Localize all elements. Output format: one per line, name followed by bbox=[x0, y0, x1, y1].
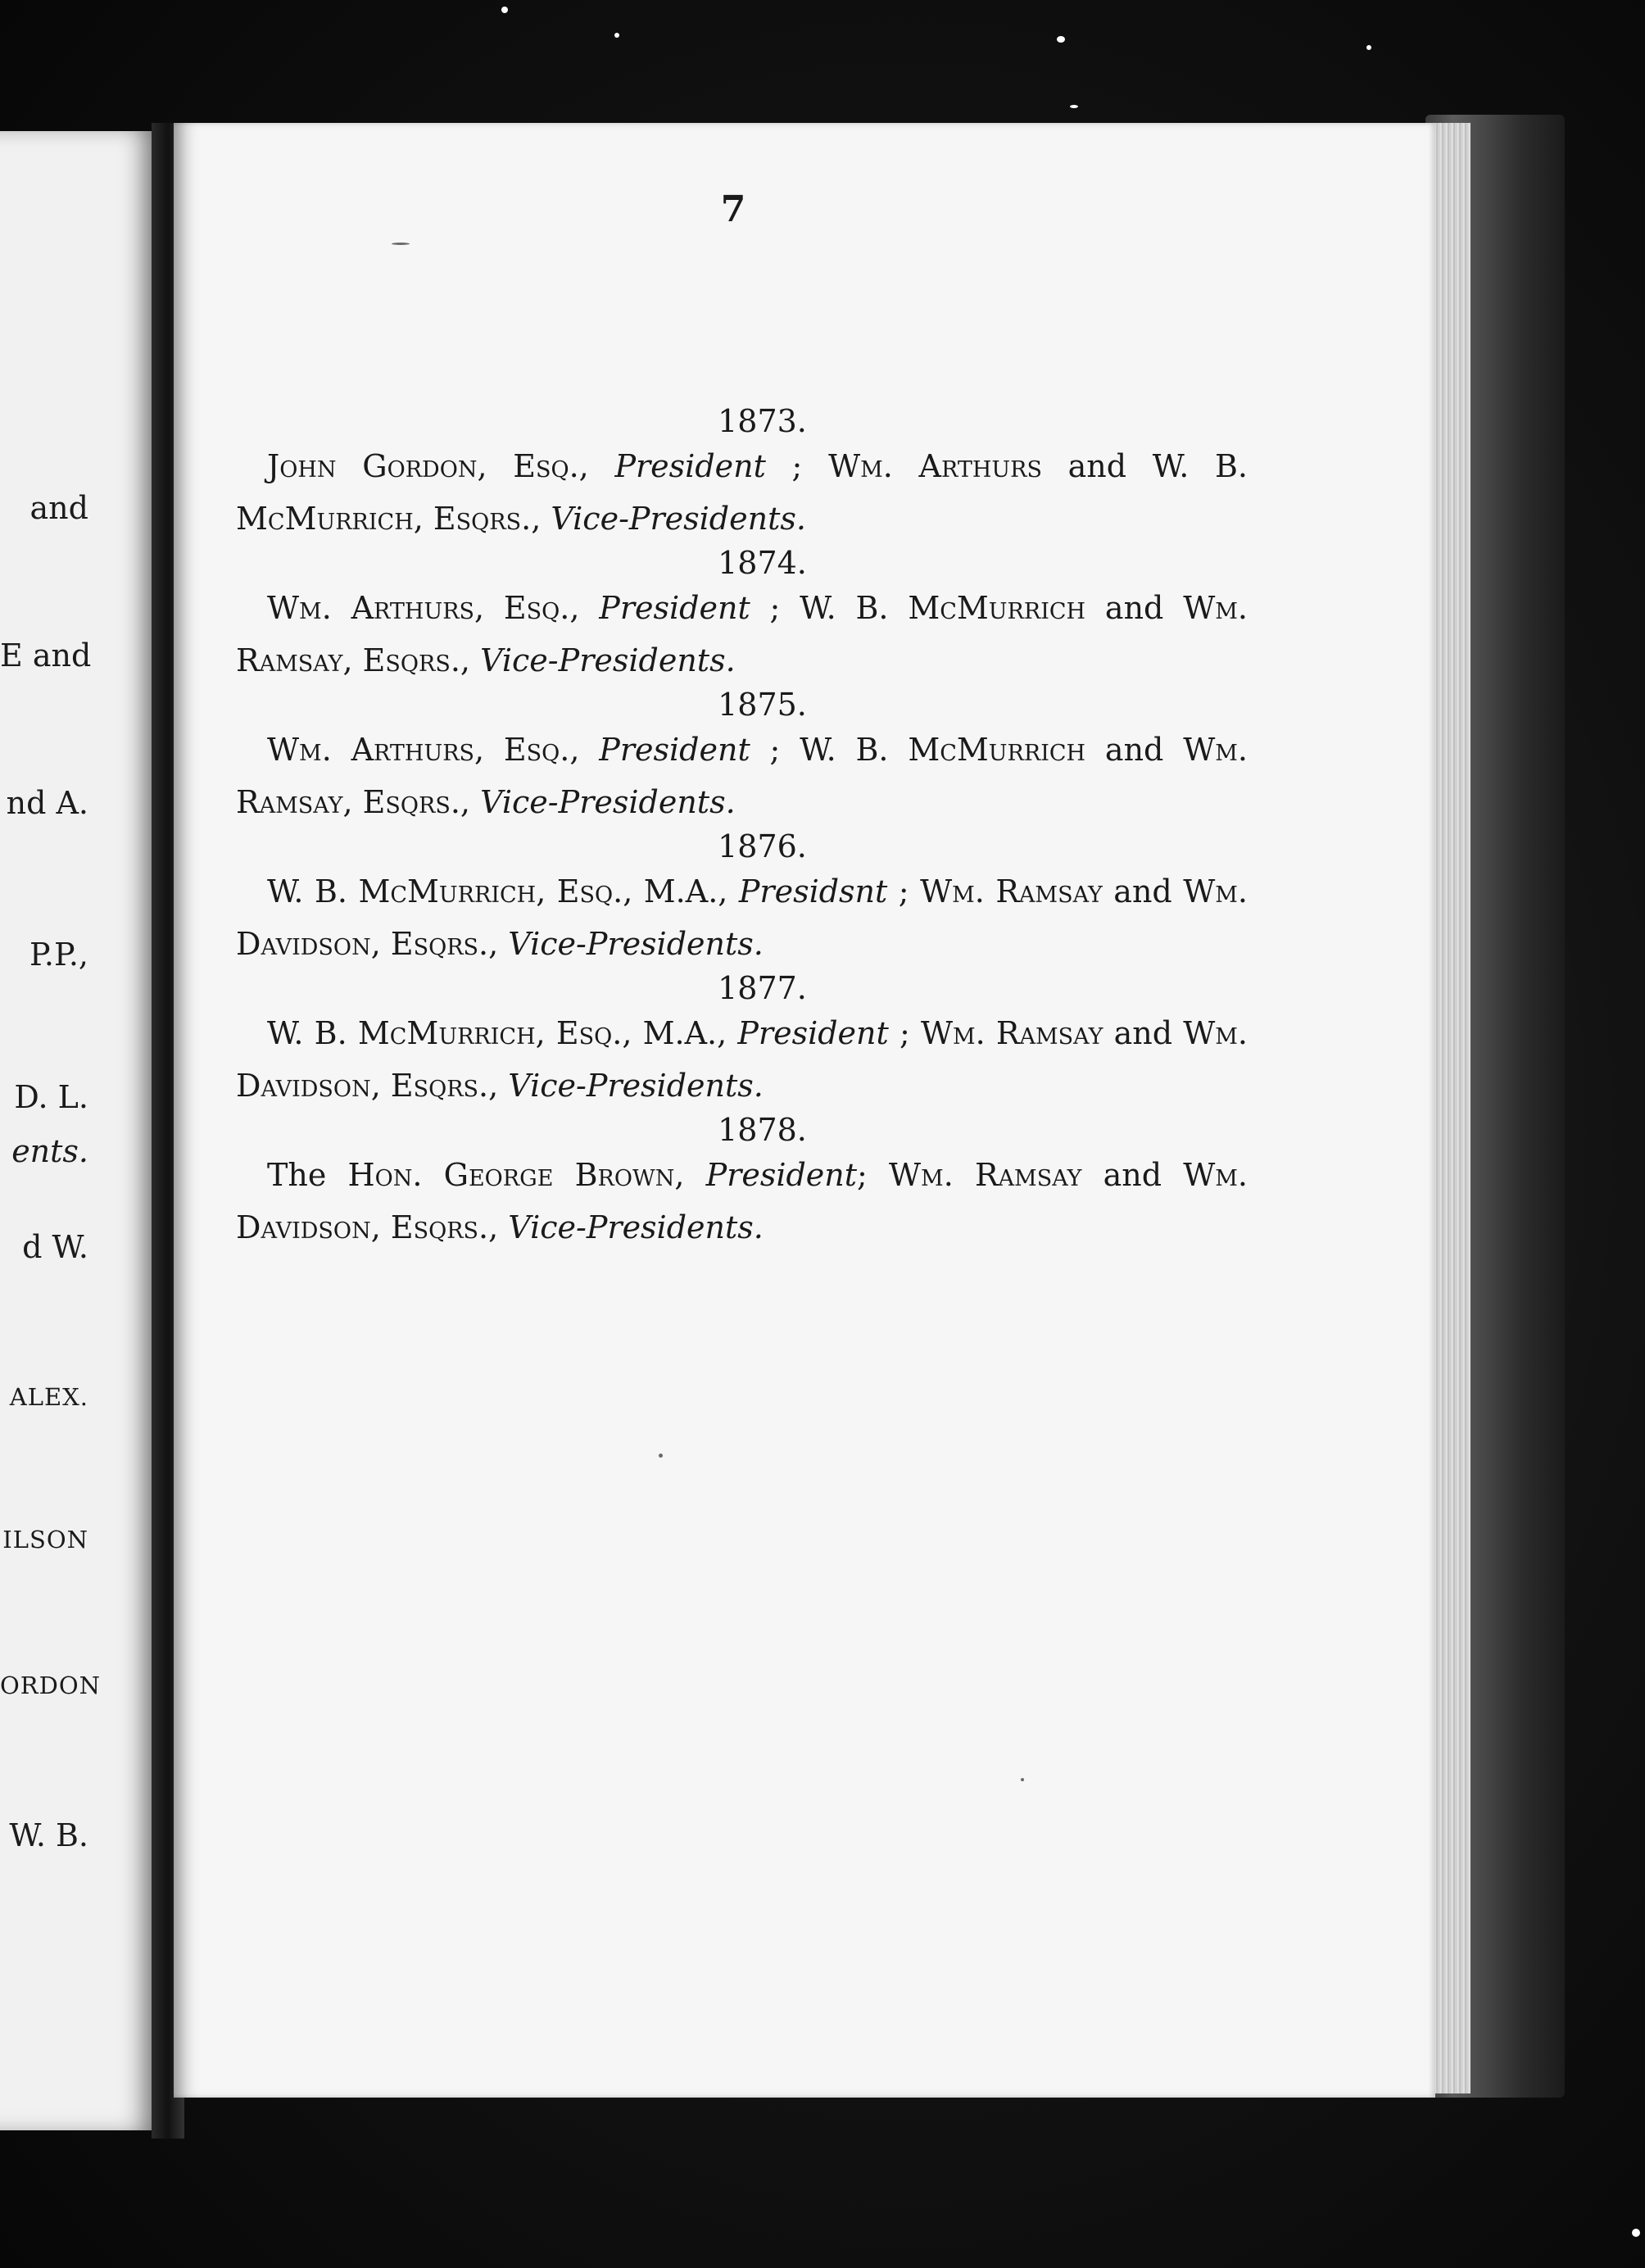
text-run: , M.A., bbox=[623, 873, 739, 909]
person-name: Hon. George Brown bbox=[347, 1157, 675, 1193]
person-name: McMurrich, Esqrs. bbox=[236, 501, 532, 537]
dust-speck bbox=[392, 243, 410, 245]
text-run: , bbox=[578, 448, 615, 484]
office-title: President bbox=[705, 1157, 858, 1193]
year-heading: 1878. bbox=[718, 1112, 807, 1148]
left-page-fragment: D. L. bbox=[14, 1079, 88, 1115]
dust-speck bbox=[1632, 2229, 1640, 2237]
officers-paragraph bbox=[236, 865, 1248, 970]
left-page-fragment: d W. bbox=[22, 1229, 88, 1265]
dust-speck bbox=[1057, 36, 1065, 43]
text-run: W. B. bbox=[267, 1015, 358, 1051]
dust-speck bbox=[614, 33, 619, 38]
left-page-fragment: E and bbox=[0, 637, 92, 674]
year-entry bbox=[236, 687, 1248, 828]
year-heading: 1876. bbox=[718, 828, 807, 864]
text-run: , bbox=[488, 1209, 509, 1245]
year-entry bbox=[236, 1112, 1248, 1254]
person-name: Wm. Arthurs, Esq. bbox=[267, 732, 570, 768]
text-run: and bbox=[1085, 590, 1184, 626]
text-run: ; W. B. bbox=[750, 732, 909, 768]
year-entry bbox=[236, 970, 1248, 1112]
text-run: , bbox=[531, 501, 551, 537]
text-run: ; bbox=[857, 1157, 889, 1193]
left-page-fragment: ents. bbox=[11, 1133, 88, 1169]
year-heading: 1874. bbox=[718, 545, 807, 581]
text-run: The bbox=[267, 1157, 348, 1193]
officers-paragraph bbox=[236, 1149, 1248, 1254]
person-name: Wm. Ramsay, Esqrs. bbox=[236, 732, 1248, 820]
person-name: Wm. Ramsay, Esqrs. bbox=[236, 590, 1248, 678]
left-page-fragment: ALEX. bbox=[9, 1383, 88, 1411]
left-page-fragment: P.P., bbox=[29, 937, 88, 973]
text-run: , bbox=[569, 590, 600, 626]
dust-speck bbox=[501, 7, 508, 13]
officers-paragraph bbox=[236, 1007, 1248, 1112]
person-name: Wm. Davidson, Esqrs. bbox=[236, 873, 1248, 962]
text-run: , bbox=[488, 1068, 509, 1104]
left-page-fragment: and bbox=[29, 490, 88, 526]
text-run: and bbox=[1103, 1015, 1184, 1051]
person-name: Wm. Arthurs, Esq. bbox=[267, 590, 570, 626]
year-heading: 1875. bbox=[718, 687, 807, 723]
person-name: Wm. Ramsay bbox=[920, 873, 1103, 909]
person-name: McMurrich, Esq. bbox=[357, 1015, 623, 1051]
office-title: President bbox=[737, 1015, 889, 1051]
text-run: and W. B. bbox=[1041, 448, 1248, 484]
left-page-fragment: ILSON bbox=[2, 1526, 88, 1554]
text-run: and bbox=[1102, 873, 1184, 909]
person-name: McMurrich bbox=[908, 732, 1086, 768]
year-entry bbox=[236, 828, 1248, 970]
person-name: Wm. Arthurs bbox=[828, 448, 1042, 484]
text-run: , bbox=[569, 732, 600, 768]
office-title: President bbox=[614, 448, 766, 484]
office-title: Vice-Presidents. bbox=[508, 1068, 764, 1104]
text-run: , bbox=[488, 926, 509, 962]
text-run: , bbox=[674, 1157, 706, 1193]
text-run: ; bbox=[888, 1015, 921, 1051]
page-number: 7 bbox=[720, 188, 746, 230]
office-title: Vice-Presidents. bbox=[508, 1209, 764, 1245]
left-page-fragment: ORDON bbox=[0, 1672, 102, 1699]
text-run: ; W. B. bbox=[750, 590, 909, 626]
dust-speck bbox=[1021, 1778, 1024, 1781]
year-entry bbox=[236, 545, 1248, 687]
text-run: , M.A., bbox=[622, 1015, 738, 1051]
dust-speck bbox=[659, 1454, 663, 1458]
office-title: Vice-Presidents. bbox=[480, 784, 736, 820]
text-run: and bbox=[1085, 732, 1184, 768]
office-title: Vice-Presidents. bbox=[551, 501, 806, 537]
office-title: Presidsnt bbox=[738, 873, 888, 909]
person-name: Wm. Ramsay bbox=[920, 1015, 1103, 1051]
text-run: , bbox=[460, 784, 481, 820]
text-run: W. B. bbox=[267, 873, 359, 909]
office-title: President bbox=[599, 590, 750, 626]
left-page-fragment: nd A. bbox=[6, 785, 88, 821]
dust-speck bbox=[1366, 45, 1371, 50]
office-title: Vice-Presidents. bbox=[508, 926, 764, 962]
text-run: , bbox=[460, 642, 481, 678]
person-name: Wm. Davidson, Esqrs. bbox=[236, 1015, 1248, 1104]
person-name: John Gordon, Esq. bbox=[267, 448, 579, 484]
officer-list bbox=[236, 403, 1248, 1254]
person-name: Wm. Ramsay bbox=[889, 1157, 1082, 1193]
year-entry bbox=[236, 403, 1248, 545]
year-heading: 1873. bbox=[718, 403, 807, 439]
officers-paragraph bbox=[236, 723, 1248, 828]
officers-paragraph bbox=[236, 582, 1248, 687]
person-name: McMurrich bbox=[908, 590, 1086, 626]
left-page-fragment: W. B. bbox=[9, 1817, 88, 1853]
dust-speck bbox=[1070, 105, 1078, 108]
officers-paragraph bbox=[236, 440, 1248, 545]
year-heading: 1877. bbox=[718, 970, 807, 1006]
text-run: ; bbox=[765, 448, 829, 484]
text-run: ; bbox=[887, 873, 921, 909]
person-name: McMurrich, Esq. bbox=[358, 873, 623, 909]
office-title: Vice-Presidents. bbox=[480, 642, 736, 678]
text-run: and bbox=[1081, 1157, 1184, 1193]
person-name: Wm. Davidson, Esqrs. bbox=[236, 1157, 1248, 1245]
office-title: President bbox=[599, 732, 750, 768]
